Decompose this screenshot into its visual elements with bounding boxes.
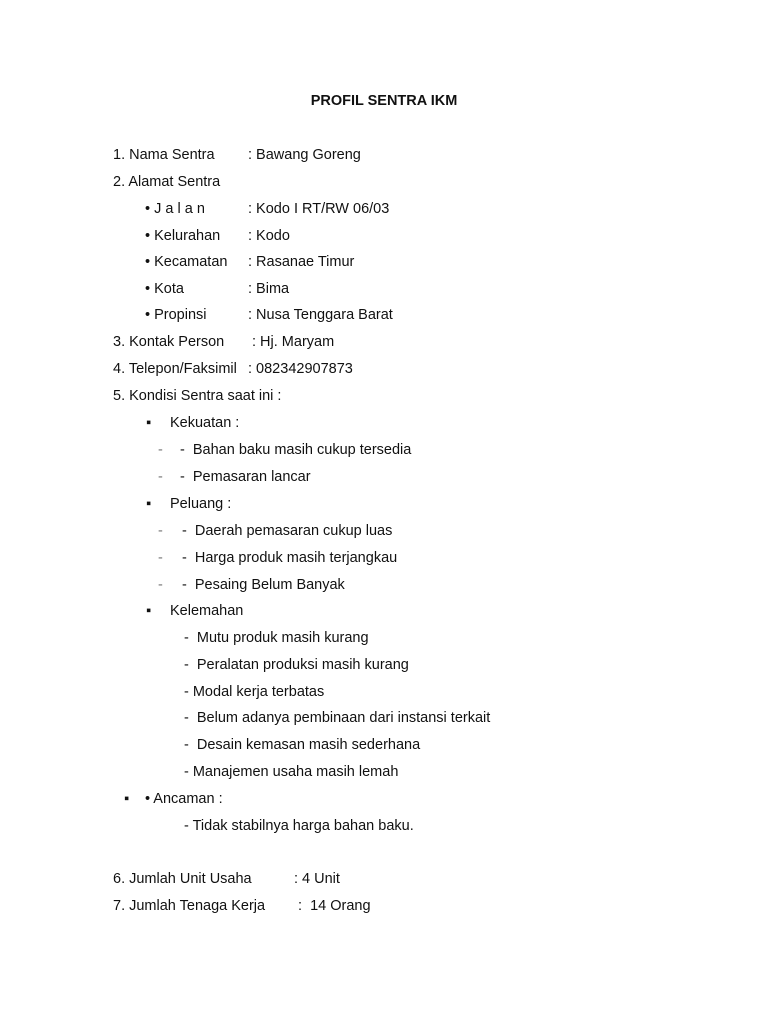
kelemahan-point: - Modal kerja terbatas: [184, 684, 325, 700]
document-title: PROFIL SENTRA IKM: [310, 93, 458, 109]
peluang-point: - Daerah pemasaran cukup luas: [182, 523, 393, 539]
jalan-label: • J a l a n: [145, 201, 205, 217]
dash-marker: -: [158, 577, 163, 593]
peluang-point: - Pesaing Belum Banyak: [182, 577, 345, 593]
kecamatan-value: : Rasanae Timur: [248, 254, 355, 270]
kelurahan-label: • Kelurahan: [145, 228, 221, 244]
kelemahan-point: - Peralatan produksi masih kurang: [184, 657, 409, 673]
peluang-point: - Harga produk masih terjangkau: [182, 550, 398, 566]
dash-marker: -: [158, 442, 163, 458]
kondisi-sentra-label: 5. Kondisi Sentra saat ini :: [113, 388, 282, 404]
square-bullet: ▪: [146, 496, 152, 512]
jalan-value: : Kodo I RT/RW 06/03: [248, 201, 390, 217]
kelurahan-value: : Kodo: [248, 228, 290, 244]
jumlah-unit-label: 6. Jumlah Unit Usaha: [113, 871, 252, 887]
kelemahan-point: - Manajemen usaha masih lemah: [184, 764, 399, 780]
telepon-label: 4. Telepon/Faksimil: [113, 361, 237, 377]
square-bullet: ▪: [146, 603, 152, 619]
nama-sentra-label: 1. Nama Sentra: [113, 147, 215, 163]
kelemahan-point: - Belum adanya pembinaan dari instansi terkait: [184, 710, 491, 726]
square-bullet: ▪: [124, 791, 130, 807]
kekuatan-point: - Pemasaran lancar: [180, 469, 311, 485]
kelemahan-point: - Mutu produk masih kurang: [184, 630, 369, 646]
kelemahan-point: - Desain kemasan masih sederhana: [184, 737, 421, 753]
dash-marker: -: [158, 550, 163, 566]
kelemahan-heading: Kelemahan: [170, 603, 244, 619]
kekuatan-heading: Kekuatan :: [170, 415, 240, 431]
ancaman-point: - Tidak stabilnya harga bahan baku.: [184, 818, 414, 834]
dash-marker: -: [158, 469, 163, 485]
kecamatan-label: • Kecamatan: [145, 254, 228, 270]
telepon-value: : 082342907873: [248, 361, 353, 377]
kekuatan-point: - Bahan baku masih cukup tersedia: [180, 442, 412, 458]
dash-marker: -: [158, 523, 163, 539]
ancaman-heading: • Ancaman :: [145, 791, 223, 807]
kontak-person-value: : Hj. Maryam: [252, 334, 335, 350]
jumlah-unit-value: : 4 Unit: [294, 871, 340, 887]
propinsi-value: : Nusa Tenggara Barat: [248, 307, 393, 323]
propinsi-label: • Propinsi: [145, 307, 207, 323]
kontak-person-label: 3. Kontak Person: [113, 334, 225, 350]
alamat-sentra-label: 2. Alamat Sentra: [113, 174, 221, 190]
jumlah-tenaga-value: : 14 Orang: [298, 898, 371, 914]
square-bullet: ▪: [146, 415, 152, 431]
jumlah-tenaga-label: 7. Jumlah Tenaga Kerja: [113, 898, 266, 914]
peluang-heading: Peluang :: [170, 496, 232, 512]
kota-value: : Bima: [248, 281, 290, 297]
nama-sentra-value: : Bawang Goreng: [248, 147, 361, 163]
kota-label: • Kota: [145, 281, 184, 297]
